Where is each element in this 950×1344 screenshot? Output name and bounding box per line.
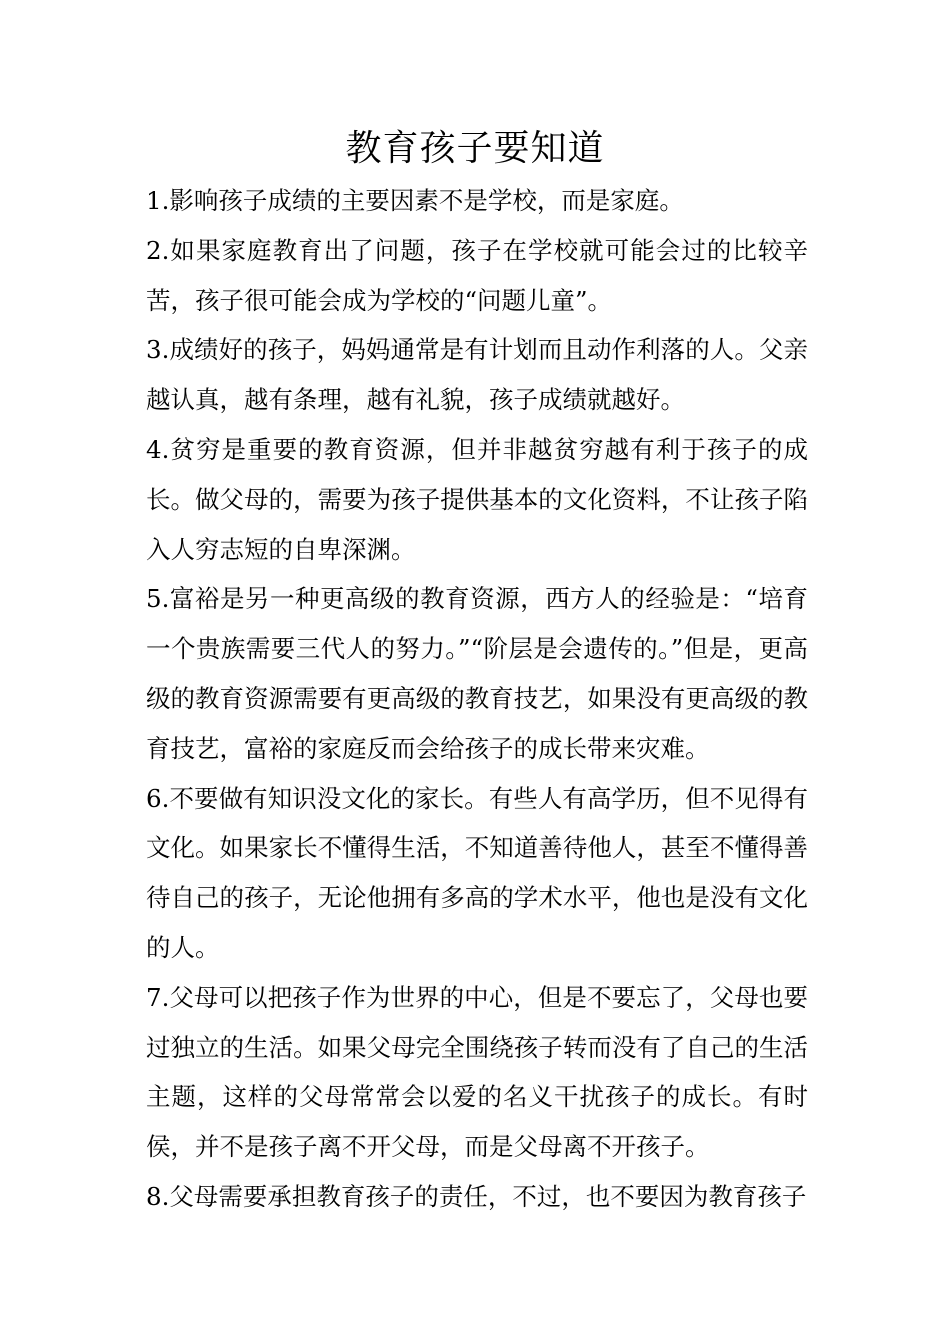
document-body <box>146 176 808 1222</box>
paragraph-6: 6.不要做有知识没文化的家长。有些人有高学历，但不见得有文化。如果家长不懂得生活，不知道善待他人，甚至不懂得善待自己的孩子，无论他拥有多高的学术水平，他也是没有文化的人。 <box>146 783 808 962</box>
paragraph-7: 7.父母可以把孩子作为世界的中心，但是不要忘了，父母也要过独立的生活。如果父母完全围绕孩子转而没有了自己的生活主题，这样的父母常常会以爱的名义干扰孩子的成长。有时侯，并不是孩子离不开父母，而是父母离不开孩子。 <box>146 982 808 1162</box>
paragraph-5: 5.富裕是另一种更高级的教育资源，西方人的经验是：“培育一个贵族需要三代人的努力。”“阶层是会遗传的。”但是，更高级的教育资源需要有更高级的教育技艺，如果没有更高级的教育技艺，富裕的家庭反而会给孩子的成长带来灾难。 <box>146 584 808 763</box>
document-title: 教育孩子要知道 <box>345 128 605 169</box>
paragraph-1: 1.影响孩子成绩的主要因素不是学校，而是家庭。 <box>146 186 684 215</box>
paragraph-8: 8.父母需要承担教育孩子的责任，不过，也不要因为教育孩子 <box>146 1181 807 1211</box>
paragraph-2: 2.如果家庭教育出了问题，孩子在学校就可能会过的比较辛苦，孩子很可能会成为学校的“问题儿童”。 <box>146 235 808 315</box>
paragraph-3: 3.成绩好的孩子，妈妈通常是有计划而且动作利落的人。父亲越认真，越有条理，越有礼貌，孩子成绩就越好。 <box>146 335 808 415</box>
paragraph-4: 4.贫穷是重要的教育资源，但并非越贫穷越有利于孩子的成长。做父母的，需要为孩子提供基本的文化资料，不让孩子陷入人穷志短的自卑深渊。 <box>146 434 808 564</box>
